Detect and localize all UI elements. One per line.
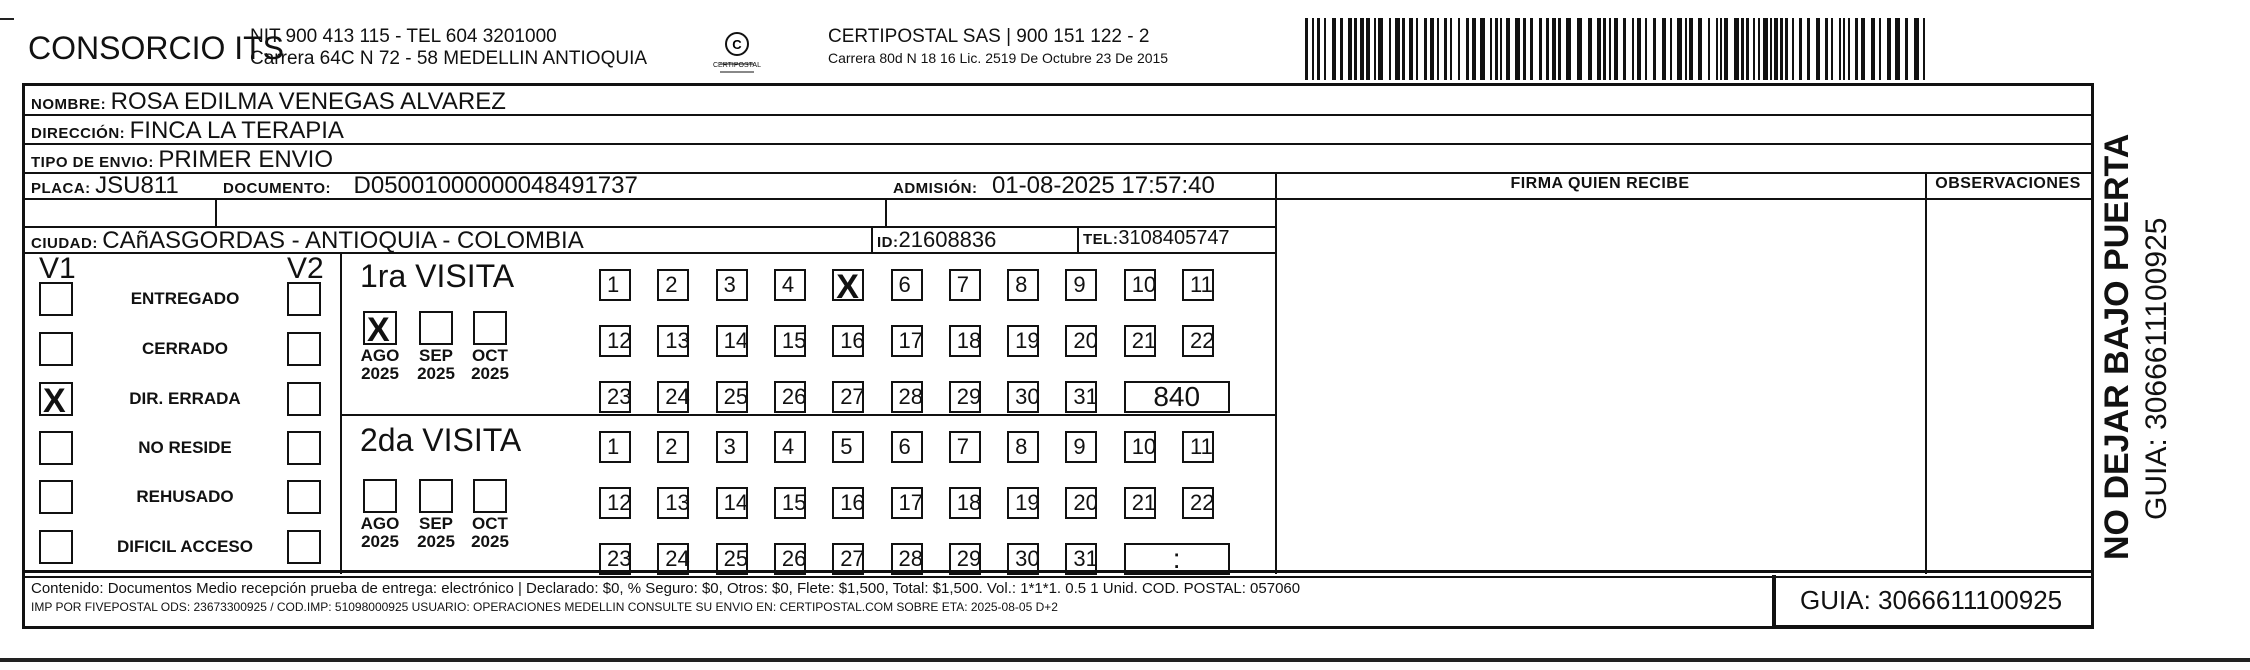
day-box[interactable]: 31 (1065, 381, 1097, 413)
company-address: Carrera 64C N 72 - 58 MEDELLIN ANTIOQUIA (250, 48, 648, 69)
certipostal-logo-icon (712, 28, 762, 78)
day-box[interactable]: 25 (716, 381, 748, 413)
carrier-license: Carrera 80d N 18 16 Lic. 2519 De Octubre 23 De 2015 (828, 50, 1169, 66)
month-checkbox[interactable] (473, 311, 507, 345)
visit2-title: 2da VISITA (360, 422, 522, 458)
month-checkbox[interactable] (363, 311, 397, 349)
month-name: AGO (360, 346, 400, 365)
status-label: DIFICIL ACCESO (116, 537, 253, 556)
ciudad-label: CIUDAD: (31, 235, 98, 252)
day-box[interactable]: 3 (716, 431, 748, 463)
month-label (355, 515, 405, 551)
month-name: OCT (472, 514, 508, 533)
footer-contenido: Contenido: Documentos Medio recepción prueba de entrega: electrónico | Declarado: $0, % Seguro: $0, Otros: $0, Flete: $1,500, Total: $1,500. Vol.: 1*1*1. 0.5 1 Unid. COD. POSTAL: 057060 (31, 580, 1301, 597)
day-box[interactable]: 20 (1065, 487, 1097, 519)
day-box[interactable]: 12 (599, 487, 631, 519)
day-box[interactable]: 19 (1007, 325, 1039, 357)
bottom-rule (0, 658, 2250, 662)
day-box[interactable]: 2 (657, 269, 689, 301)
day-box[interactable]: 21 (1124, 325, 1156, 357)
id-label: ID: (877, 234, 899, 251)
tipo-label: TIPO DE ENVIO: (31, 154, 154, 171)
tipo-value: PRIMER ENVIO (158, 146, 334, 173)
day-box[interactable]: 28 (891, 381, 923, 413)
month-year: 2025 (471, 364, 509, 383)
day-box[interactable]: 15 (774, 325, 806, 357)
day-box[interactable]: 29 (949, 543, 981, 575)
day-box[interactable]: 30 (1007, 381, 1039, 413)
day-box[interactable]: 28 (891, 543, 923, 575)
documento-field (223, 172, 638, 200)
status-label: REHUSADO (136, 487, 234, 506)
day-box[interactable]: 7 (949, 431, 981, 463)
day-box[interactable]: 13 (657, 487, 689, 519)
logo-text: CERTIPOSTAL (713, 62, 761, 69)
placa-value: JSU811 (95, 172, 179, 199)
footer-frame (22, 573, 2094, 629)
month-checkbox[interactable] (473, 479, 507, 513)
day-box[interactable]: 17 (891, 487, 923, 519)
day-box[interactable]: 16 (832, 487, 864, 519)
day-box[interactable]: 10 (1124, 269, 1156, 301)
observations-area[interactable] (1927, 200, 2089, 572)
month-label (355, 347, 405, 383)
day-box[interactable]: 6 (891, 269, 923, 301)
company-name: CONSORCIO ITS (28, 30, 285, 66)
day-box[interactable]: 22 (1182, 487, 1214, 519)
status-v1-checkbox[interactable] (39, 282, 73, 316)
day-box[interactable]: 26 (774, 381, 806, 413)
direccion-row (31, 117, 344, 145)
checkmark-x-icon: X (367, 311, 390, 349)
day-box[interactable] (832, 268, 864, 306)
signature-area[interactable] (1277, 200, 1923, 572)
month-checkbox[interactable] (419, 479, 453, 513)
id-field (877, 227, 996, 253)
status-v1-checkbox[interactable] (39, 382, 73, 420)
day-box[interactable]: 17 (891, 325, 923, 357)
month-checkbox[interactable] (363, 479, 397, 513)
status-v2-checkbox[interactable] (287, 382, 321, 416)
company-nit: NIT 900 413 115 - TEL 604 3201000 (250, 26, 557, 47)
day-box[interactable]: 25 (716, 543, 748, 575)
admision-value: 01-08-2025 17:57:40 (991, 172, 1215, 199)
month-year: 2025 (417, 532, 455, 551)
day-box[interactable]: 18 (949, 487, 981, 519)
month-checkbox[interactable] (419, 311, 453, 345)
status-label: DIR. ERRADA (129, 389, 241, 408)
day-box[interactable]: 24 (657, 381, 689, 413)
day-box[interactable]: 4 (774, 269, 806, 301)
day-box[interactable]: 11 (1182, 269, 1214, 301)
status-v1-checkbox[interactable] (39, 332, 73, 366)
admision-field (893, 172, 1215, 200)
day-box[interactable]: 5 (832, 431, 864, 463)
barcode-icon (1305, 18, 1925, 80)
day-box[interactable]: 15 (774, 487, 806, 519)
documento-label: DOCUMENTO: (223, 180, 332, 197)
day-box[interactable]: 12 (599, 325, 631, 357)
day-box[interactable]: 8 (1007, 431, 1039, 463)
day-box[interactable]: 11 (1182, 431, 1214, 463)
v1-label: V1 (39, 252, 76, 285)
day-box[interactable]: 24 (657, 543, 689, 575)
month-year: 2025 (361, 364, 399, 383)
guia-value: GUIA: 3066611100925 (1800, 585, 2063, 615)
day-box[interactable]: 9 (1065, 269, 1097, 301)
tel-label: TEL: (1083, 231, 1119, 248)
checkmark-x-icon: X (836, 268, 859, 306)
month-label (465, 347, 515, 383)
placa-field (31, 172, 179, 200)
month-name: OCT (472, 346, 508, 365)
day-box[interactable]: 27 (832, 381, 864, 413)
day-box[interactable]: 27 (832, 543, 864, 575)
ciudad-field (31, 227, 584, 255)
month-name: AGO (360, 514, 400, 533)
day-box[interactable]: 8 (1007, 269, 1039, 301)
day-box[interactable]: 7 (949, 269, 981, 301)
status-v1-checkbox[interactable] (39, 431, 73, 465)
firma-label: FIRMA QUIEN RECIBE (1510, 175, 1690, 192)
month-label (465, 515, 515, 551)
admision-label: ADMISIÓN: (893, 180, 978, 197)
month-year: 2025 (417, 364, 455, 383)
observaciones-label: OBSERVACIONES (1935, 175, 2081, 192)
day-box[interactable]: 1 (599, 269, 631, 301)
day-box[interactable]: 3 (716, 269, 748, 301)
day-box[interactable]: 1 (599, 431, 631, 463)
day-box[interactable]: 22 (1182, 325, 1214, 357)
side-guia: GUIA: 3066611100925 (2140, 217, 2173, 520)
status-label: ENTREGADO (130, 289, 240, 308)
ciudad-value: CAñASGORDAS - ANTIOQUIA - COLOMBIA (102, 227, 584, 254)
tel-value: 3108405747 (1118, 227, 1230, 249)
tel-field (1083, 227, 1230, 250)
nombre-label: NOMBRE: (31, 96, 107, 113)
footer-imp: IMP POR FIVEPOSTAL ODS: 23673300925 / COD.IMP: 51098000925 USUARIO: OPERACIONES MEDELLIN CONSULTE SU ENVIO EN: CERTIPOSTAL.COM SOBRE ETA: 2025-08-05 D+2 (31, 600, 1058, 614)
status-v2-checkbox[interactable] (287, 332, 321, 366)
day-box[interactable]: 16 (832, 325, 864, 357)
status-v2-checkbox[interactable] (287, 480, 321, 514)
status-label: CERRADO (142, 339, 228, 358)
tipo-row (31, 146, 333, 174)
nombre-value: ROSA EDILMA VENEGAS ALVAREZ (110, 88, 506, 115)
status-label: NO RESIDE (138, 438, 232, 457)
day-box[interactable]: 9 (1065, 431, 1097, 463)
day-box[interactable]: 19 (1007, 487, 1039, 519)
status-v1-checkbox[interactable] (39, 530, 73, 564)
direccion-label: DIRECCIÓN: (31, 125, 126, 142)
day-box[interactable]: 23 (599, 543, 631, 575)
nombre-row (31, 88, 506, 116)
side-warning: NO DEJAR BAJO PUERTA (2098, 133, 2136, 560)
direccion-value: FINCA LA TERAPIA (129, 117, 344, 144)
checkmark-x-icon: X (43, 382, 66, 420)
svg-text:C: C (732, 37, 742, 52)
month-name: SEP (418, 346, 454, 365)
status-v1-checkbox[interactable] (39, 480, 73, 514)
time-box[interactable]: : (1124, 543, 1230, 575)
time-box[interactable]: 840 (1124, 381, 1230, 413)
day-box[interactable]: 30 (1007, 543, 1039, 575)
day-box[interactable]: 14 (716, 487, 748, 519)
visit1-title: 1ra VISITA (360, 258, 515, 294)
documento-value: D05001000000048491737 (353, 172, 638, 199)
day-box[interactable]: 14 (716, 325, 748, 357)
day-box[interactable]: 10 (1124, 431, 1156, 463)
carrier-info: CERTIPOSTAL SAS | 900 151 122 - 2 (828, 26, 1150, 47)
day-box[interactable]: 18 (949, 325, 981, 357)
day-box[interactable]: 23 (599, 381, 631, 413)
month-label (411, 515, 461, 551)
v2-label: V2 (287, 252, 324, 285)
day-box[interactable]: 4 (774, 431, 806, 463)
day-box[interactable]: 20 (1065, 325, 1097, 357)
status-v2-checkbox[interactable] (287, 530, 321, 564)
day-box[interactable]: 13 (657, 325, 689, 357)
status-v2-checkbox[interactable] (287, 431, 321, 465)
day-box[interactable]: 31 (1065, 543, 1097, 575)
placa-label: PLACA: (31, 180, 91, 197)
month-year: 2025 (471, 532, 509, 551)
day-box[interactable]: 29 (949, 381, 981, 413)
month-name: SEP (418, 514, 454, 533)
month-year: 2025 (361, 532, 399, 551)
month-label (411, 347, 461, 383)
day-box[interactable]: 26 (774, 543, 806, 575)
corner-tick (0, 18, 14, 20)
day-box[interactable]: 6 (891, 431, 923, 463)
status-v2-checkbox[interactable] (287, 282, 321, 316)
id-value: 21608836 (898, 227, 997, 252)
day-box[interactable]: 21 (1124, 487, 1156, 519)
day-box[interactable]: 2 (657, 431, 689, 463)
